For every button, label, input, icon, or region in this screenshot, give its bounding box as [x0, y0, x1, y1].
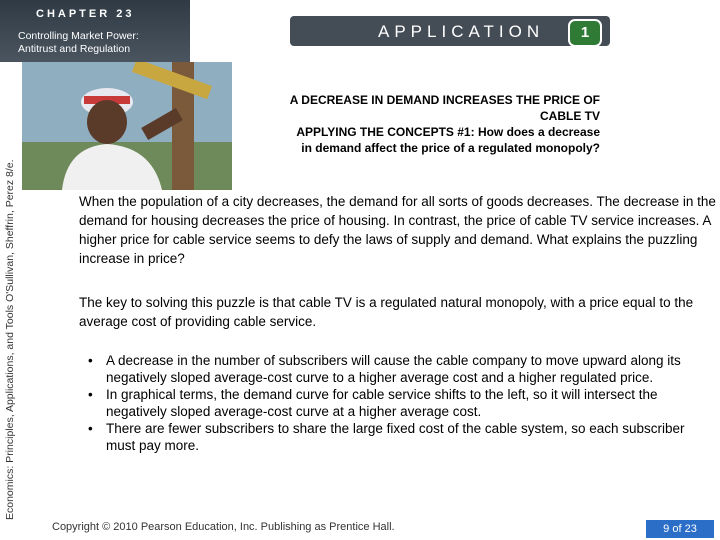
bullet-marker: • — [88, 353, 93, 368]
list-item — [88, 386, 708, 420]
bullet-text: There are fewer subscribers to share the large fixed cost of the cable system, so each subscriber must pay more. — [106, 421, 685, 453]
cable-worker-photo — [22, 62, 232, 190]
list-item — [88, 352, 708, 386]
chapter-number: CHAPTER 23 — [36, 8, 135, 20]
vertical-book-title: Economics: Principles, Applications, and Tools O'Sullivan, Sheffrin, Perez 8/e. — [4, 159, 16, 520]
list-item — [88, 420, 708, 454]
chapter-header — [0, 0, 190, 62]
application-label: APPLICATION — [378, 22, 545, 41]
title-line1: A DECREASE IN DEMAND INCREASES THE PRICE OF — [289, 93, 600, 107]
bullet-marker: • — [88, 387, 93, 402]
title-line3: APPLYING THE CONCEPTS #1: How does a decrease — [296, 125, 600, 139]
page-number-badge: 9 of 23 — [646, 520, 714, 538]
application-title — [235, 92, 600, 156]
application-number: 1 — [568, 19, 602, 47]
copyright-notice: Copyright © 2010 Pearson Education, Inc. Publishing as Prentice Hall. — [52, 521, 395, 533]
worker-illustration — [22, 62, 232, 190]
bullet-text: In graphical terms, the demand curve for cable service shifts to the left, so it will intersect the negatively sloped average-cost curve at a higher average cost. — [106, 387, 658, 419]
title-line2: CABLE TV — [540, 109, 600, 123]
paragraph-intro: When the population of a city decreases, the demand for all sorts of goods decreases. The decrease in the demand for housing decreases the price of housing. In contrast, the price of cable TV service increases. A higher price for cable service seems to defy the laws of supply and demand. What explains the puzzling increase in price? — [79, 194, 716, 266]
bullet-list — [88, 352, 708, 454]
chapter-subtitle-line1: Controlling Market Power: — [18, 30, 139, 42]
paragraph-key: The key to solving this puzzle is that cable TV is a regulated natural monopoly, with a price equal to the average cost of providing cable service. — [79, 295, 694, 329]
chapter-subtitle — [18, 30, 139, 56]
bullet-marker: • — [88, 421, 93, 436]
title-line4: in demand affect the price of a regulated monopoly? — [301, 141, 600, 155]
bullet-text: A decrease in the number of subscribers will cause the cable company to move upward along its negatively sloped average-cost curve to a higher average cost and a higher regulated price. — [106, 353, 681, 385]
chapter-subtitle-line2: Antitrust and Regulation — [18, 43, 131, 55]
application-banner — [290, 16, 610, 46]
